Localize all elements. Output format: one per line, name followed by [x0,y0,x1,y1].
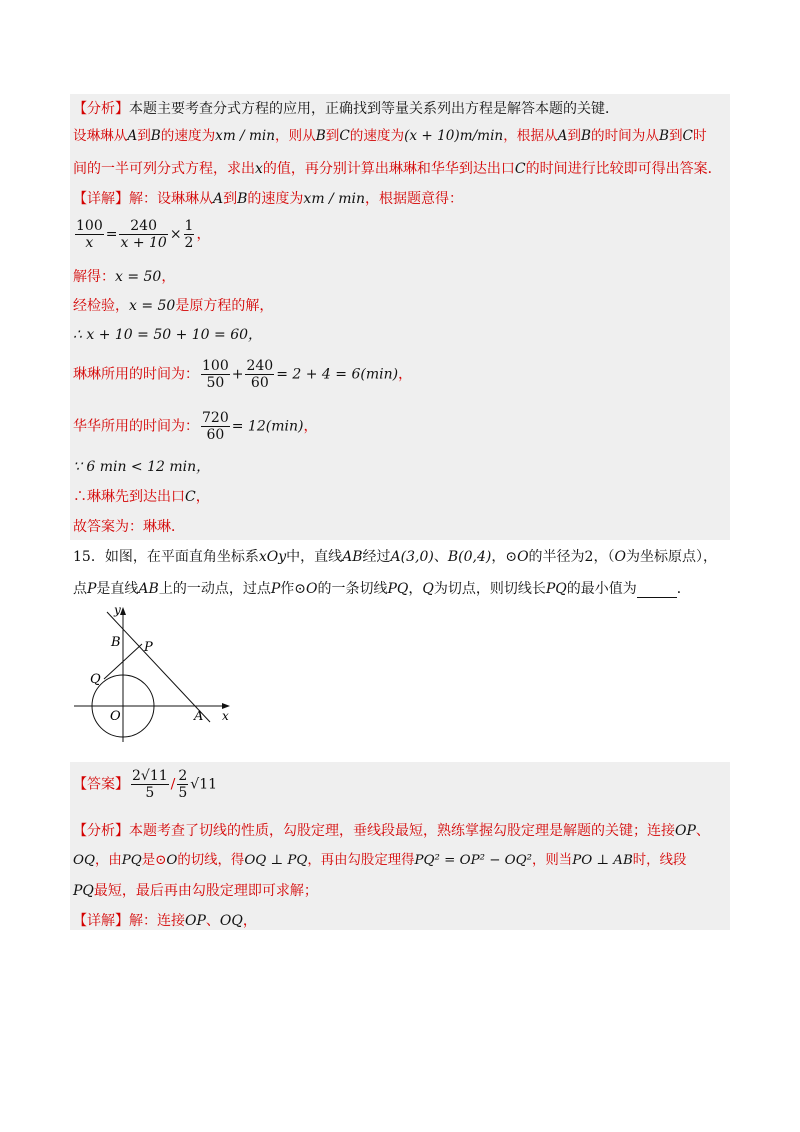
solve-line: 解得：x = 50， [73,269,176,285]
label-B: B [111,635,121,650]
q15-line-2: 点P是直线AB上的一动点，过点P作⊙O的一条切线PQ，Q为切点，则切线长PQ的最小值为 ． [73,581,691,597]
label-O: O [110,709,121,724]
label-A: A [194,709,204,724]
label-P: P [144,640,153,655]
detail-line-1: 【详解】解：设琳琳从A到B的速度为xm / min，根据题意得： [73,191,463,207]
answer-line: 故答案为：琳琳． [73,519,185,535]
analysis2-tag: 【分析】 [73,823,129,839]
q15-line-1: 15．如图，在平面直角坐标系xOy中，直线AB经过A(3,0)、B(0,4)，⊙O的半径为2，（O为坐标原点）， [73,549,717,565]
because-line: ∵ 6 min < 12 min， [73,459,211,475]
answer-tag: 【答案】 [73,776,129,793]
label-Q: Q [90,672,101,687]
analysis-line-2: 设琳琳从A到B的速度为xm / min，则从B到C的速度为(x + 10)m/min，根据从A到B的时间为从B到C时 [73,128,707,144]
label-x: x [222,709,229,723]
analysis2-line-2: OQ，由PQ是⊙O的切线，得OQ ⊥ PQ，再由勾股定理得PQ² = OP² − OQ²，则当PO ⊥ AB时，线段 [73,853,687,868]
detail2-tag: 【详解】 [73,913,129,929]
detail-tag: 【详解】 [73,191,129,207]
detail2-line-1: 【详解】解：连接OP、OQ， [73,913,257,929]
therefore-line: ∴ x + 10 = 50 + 10 = 60， [73,327,263,343]
check-line: 经检验，x = 50是原方程的解， [73,298,274,314]
equation-1: $\frac{100}{x}$ = $\frac{240}{x + 10}$ × $\frac{1}{2}$ ， [76,218,211,251]
label-y: y [114,604,121,617]
analysis2-line-3: PQ最短，最后再由勾股定理即可求解； [73,883,318,899]
analysis-text: 本题主要考查分式方程的应用，正确找到等量关系列出方程是解答本题的关键． [129,101,619,117]
analysis2-line-1: 【分析】本题考查了切线的性质，勾股定理，垂线段最短，熟练掌握勾股定理是解题的关键；连接OP、 [73,823,710,839]
therefore-first-line: ∴琳琳先到达出口C， [73,489,210,505]
answer-value-line: 【答案】 $\frac{2√11}{5}$ / $\frac{2}{5}$ √11 [73,768,218,801]
geometry-figure [70,604,240,744]
analysis-line-1 [73,100,619,118]
analysis-tag: 【分析】 [73,101,129,117]
linlin-time-line: 琳琳所用的时间为： $\frac{100}{50}$ + $\frac{240}{60}$ = 2 + 4 = 6(min)， [73,358,413,391]
answer-blank [637,583,677,598]
huahua-time-line: 华华所用的时间为： $\frac{720}{60}$ = 12(min)， [73,410,318,443]
analysis-line-3: 间的一半可列分式方程，求出x的值，再分别计算出琳琳和华华到达出口C的时间进行比较即可得出答案． [73,161,722,177]
